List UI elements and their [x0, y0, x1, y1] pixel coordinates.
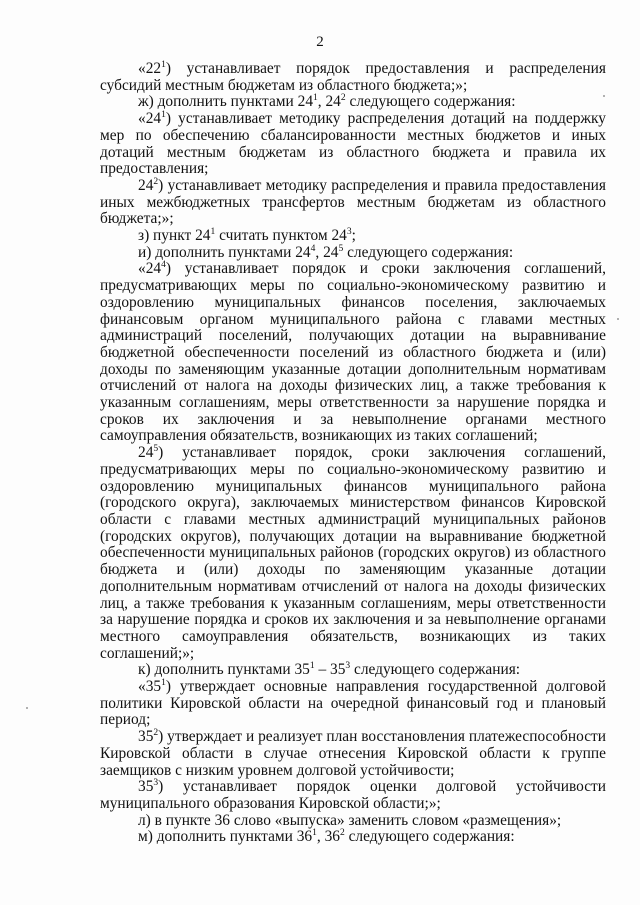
- paragraph: ж) дополнить пунктами $24^1$, $24^2$ следующего содержания:: [138, 92, 516, 111]
- paragraph: «$24^1$) устанавливает методику распределения дотаций на поддержку мер по обеспечению сбалансированности местных бюджетов и иных дотаций местным бюджетам из областного бюджета и правила их предоставления;: [100, 108, 606, 178]
- paragraph: «$24^4$) устанавливает порядок и сроки заключения соглашений, предусматривающих меры по социально-экономическому развитию и оздоровлению муниципальных финансов поселения, заключаемых финансовым органом муниципального района с главами местных администраций поселений, получающих дотации на выравнивание бюджетной обеспеченности поселений из областного бюджета и (или) доходы по заменяющим указанные дотации дополнительным нормативам отчислений от налога на доходы физических лиц, а также требования к указанным соглашениям, меры ответственности за нарушение порядка и сроков их заключения и за невыполнение органами местного самоуправления обязательств, возникающих из таких соглашений;: [100, 259, 606, 445]
- page-number: 2: [316, 34, 324, 50]
- document-body: [100, 58, 606, 846]
- paragraph: $24^5$) устанавливает порядок, сроки заключения соглашений, предусматривающих меры по социально-экономическому развитию и оздоровлению муниципальных финансов муниципального района (городского округа), заключаемых министерством финансов Кировской области с главами местных администраций муниципальных районов (городских округов), получающих дотации на выравнивание бюджетной обеспеченности муниципальных районов (городских округов) из областного бюджета и (или) доходы по заменяющим указанные дотации дополнительным нормативам отчислений от налога на доходы физических лиц, а также требования к указанным соглашениям, меры ответственности за нарушение порядка и сроков их заключения и за невыполнение органами местного самоуправления обязательств, возникающих из таких соглашений;»;: [100, 443, 606, 662]
- paragraph: и) дополнить пунктами $24^4$, $24^5$ следующего содержания:: [138, 242, 514, 261]
- scan-speck: [617, 318, 619, 320]
- paragraph: $24^2$) устанавливает методику распределения и правила предоставления иных межбюджетных трансфертов местным бюджетам из областного бюджета;»;: [100, 175, 606, 228]
- paragraph: $35^2$) утверждает и реализует план восстановления платежеспособности Кировской области в случае отнесения Кировской области к группе заемщиков с низким уровнем долговой устойчивости;: [100, 727, 606, 779]
- paragraph: к) дополнить пунктами $35^1 - 35^3$ следующего содержания:: [138, 660, 521, 679]
- paragraph: $35^3$) устанавливает порядок оценки долговой устойчивости муниципального образования Кировской области;»;: [100, 777, 606, 812]
- paragraph: з) пункт $24^1$ считать пунктом $24^3$;: [138, 225, 356, 245]
- paragraph: «$22^1$) устанавливает порядок предоставления и распределения субсидий местным бюджетам из областного бюджета;»;: [100, 58, 606, 94]
- paragraph: л) в пункте 36 слово «выпуска» заменить словом «размещения»;: [138, 811, 562, 829]
- scan-speck: [603, 95, 605, 97]
- paragraph: м) дополнить пунктами $36^1$, $36^2$ следующего содержания:: [138, 827, 515, 846]
- paragraph: «$35^1$) утверждает основные направления государственной долговой политики Кировской области на очередной финансовый год и плановый период;: [100, 676, 606, 729]
- scan-speck: [26, 707, 28, 709]
